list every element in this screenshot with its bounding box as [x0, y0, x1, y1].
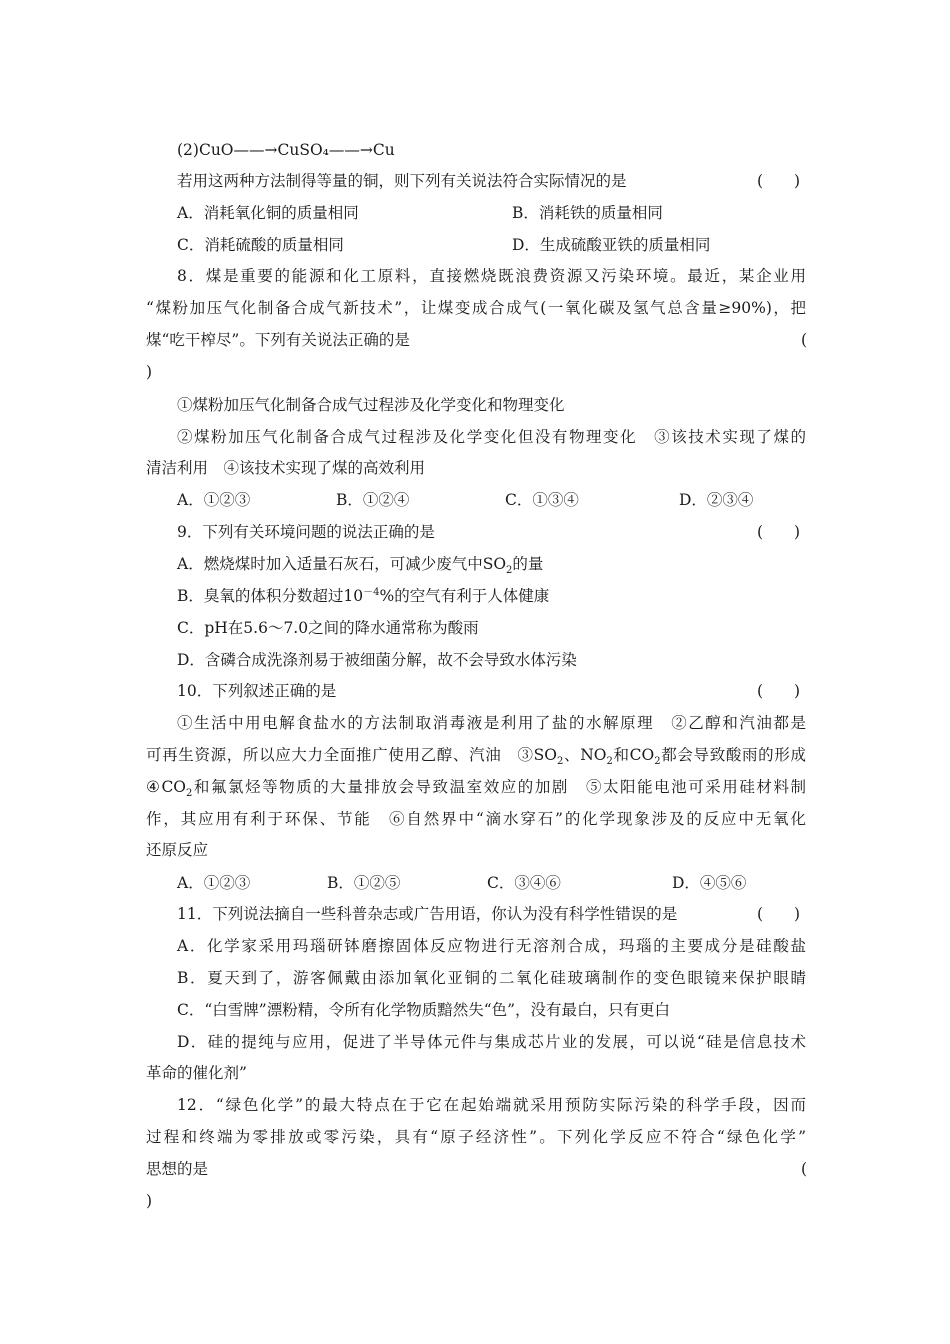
q8-line-1: 8．煤是重要的能源和化工原料，直接燃烧既浪费资源又污染环境。最近，某企业用 — [177, 267, 806, 285]
q8-answer-paren-open: ( — [801, 331, 808, 349]
q11-option-a: A．化学家采用玛瑙研钵磨擦固体反应物进行无溶剂合成，玛瑙的主要成分是硅酸盐 — [177, 937, 806, 955]
q10-option-d: D．④⑤⑥ — [672, 874, 747, 892]
q12-answer-paren-open: ( — [801, 1160, 808, 1178]
q7-stem: 若用这两种方法制得等量的铜，则下列有关说法符合实际情况的是 — [177, 172, 627, 190]
q10-option-b: B．①②⑤ — [327, 874, 401, 892]
q8-answer-paren-close: ) — [146, 363, 153, 381]
q10-option-a: A．①②③ — [177, 874, 251, 892]
q12-line-2: 过程和终端为零排放或零污染，具有“原子经济性”。下列化学反应不符合“绿色化学” — [146, 1128, 806, 1146]
q8-option-d: D．②③④ — [679, 491, 754, 509]
q8-line-3: 煤“吃干榨尽”。下列有关说法正确的是 — [146, 331, 410, 349]
q9-option-a: A．燃烧煤时加入适量石灰石，可减少废气中$SO_2$的量 — [177, 555, 544, 577]
q7-route2: (2)CuO——→CuSO₄——→Cu — [177, 141, 395, 159]
q9-answer-paren: ( ) — [757, 523, 801, 541]
q8-option-c: C．①③④ — [505, 491, 579, 509]
q7-option-b: B．消耗铁的质量相同 — [512, 204, 663, 222]
q11-option-c: C．“白雪牌”漂粉精，令所有化学物质黯然失“色”，没有最白，只有更白 — [177, 1001, 671, 1019]
q12-line-3: 思想的是 — [146, 1160, 209, 1178]
q9-option-b: B．臭氧的体积分数超过$10^{-4}\%$的空气有利于人体健康 — [177, 586, 550, 605]
q12-answer-paren-close: ) — [146, 1192, 153, 1210]
q12-line-1: 12．“绿色化学”的最大特点在于它在起始端就采用预防实际污染的科学手段，因而 — [177, 1096, 806, 1114]
q7-answer-paren: ( ) — [757, 172, 801, 190]
q8-statement-2: ②煤粉加压气化制备合成气过程涉及化学变化但没有物理变化 ③该技术实现了煤的 — [177, 428, 806, 446]
q11-option-d-line-1: D．硅的提纯与应用，促进了半导体元件与集成芯片业的发展，可以说“硅是信息技术 — [177, 1033, 806, 1051]
q11-answer-paren: ( ) — [757, 905, 801, 923]
q10-answer-paren: ( ) — [757, 682, 801, 700]
q8-statement-1: ①煤粉加压气化制备合成气过程涉及化学变化和物理变化 — [177, 396, 565, 414]
q10-line-1: ①生活中用电解食盐水的方法制取消毒液是利用了盐的水解原理 ②乙醇和汽油都是 — [177, 714, 806, 732]
q10-line-5: 还原反应 — [146, 841, 209, 859]
q9-option-d: D．含磷合成洗涤剂易于被细菌分解，故不会导致水体污染 — [177, 651, 577, 669]
q8-option-b: B．①②④ — [336, 491, 410, 509]
q11-stem: 11．下列说法摘自一些科普杂志或广告用语，你认为没有科学性错误的是 — [177, 905, 678, 923]
q10-line-2: 可再生资源，所以应大力全面推广使用乙醇、汽油 $③SO_2$、$NO_2$和$CO_2$都会导致酸雨的形成 — [146, 746, 806, 768]
q10-stem: 10．下列叙述正确的是 — [177, 682, 337, 700]
q11-option-b: B．夏天到了，游客佩戴由添加氧化亚铜的二氧化硅玻璃制作的变色眼镜来保护眼睛 — [177, 969, 806, 987]
q8-option-a: A．①②③ — [177, 491, 251, 509]
q9-stem: 9．下列有关环境问题的说法正确的是 — [177, 523, 435, 541]
q7-option-a: A．消耗氧化铜的质量相同 — [177, 204, 359, 222]
q10-line-3: $④CO_2$和氟氯烃等物质的大量排放会导致温室效应的加剧 ⑤太阳能电池可采用硅材料制 — [146, 778, 806, 800]
q10-line-4: 作，其应用有利于环保、节能 ⑥自然界中“滴水穿石”的化学现象涉及的反应中无氧化 — [146, 810, 806, 828]
q9-option-c: C．pH在5.6～7.0之间的降水通常称为酸雨 — [177, 619, 479, 637]
q8-statement-3: 清洁利用 ④该技术实现了煤的高效利用 — [146, 459, 426, 477]
q7-option-c: C．消耗硫酸的质量相同 — [177, 236, 344, 254]
q7-option-d: D．生成硫酸亚铁的质量相同 — [512, 236, 711, 254]
q8-line-2: “煤粉加压气化制备合成气新技术”，让煤变成合成气(一氧化碳及氢气总含量≥90%)，把 — [146, 299, 806, 317]
q11-option-d-line-2: 革命的催化剂” — [146, 1064, 247, 1082]
q10-option-c: C．③④⑥ — [487, 874, 561, 892]
